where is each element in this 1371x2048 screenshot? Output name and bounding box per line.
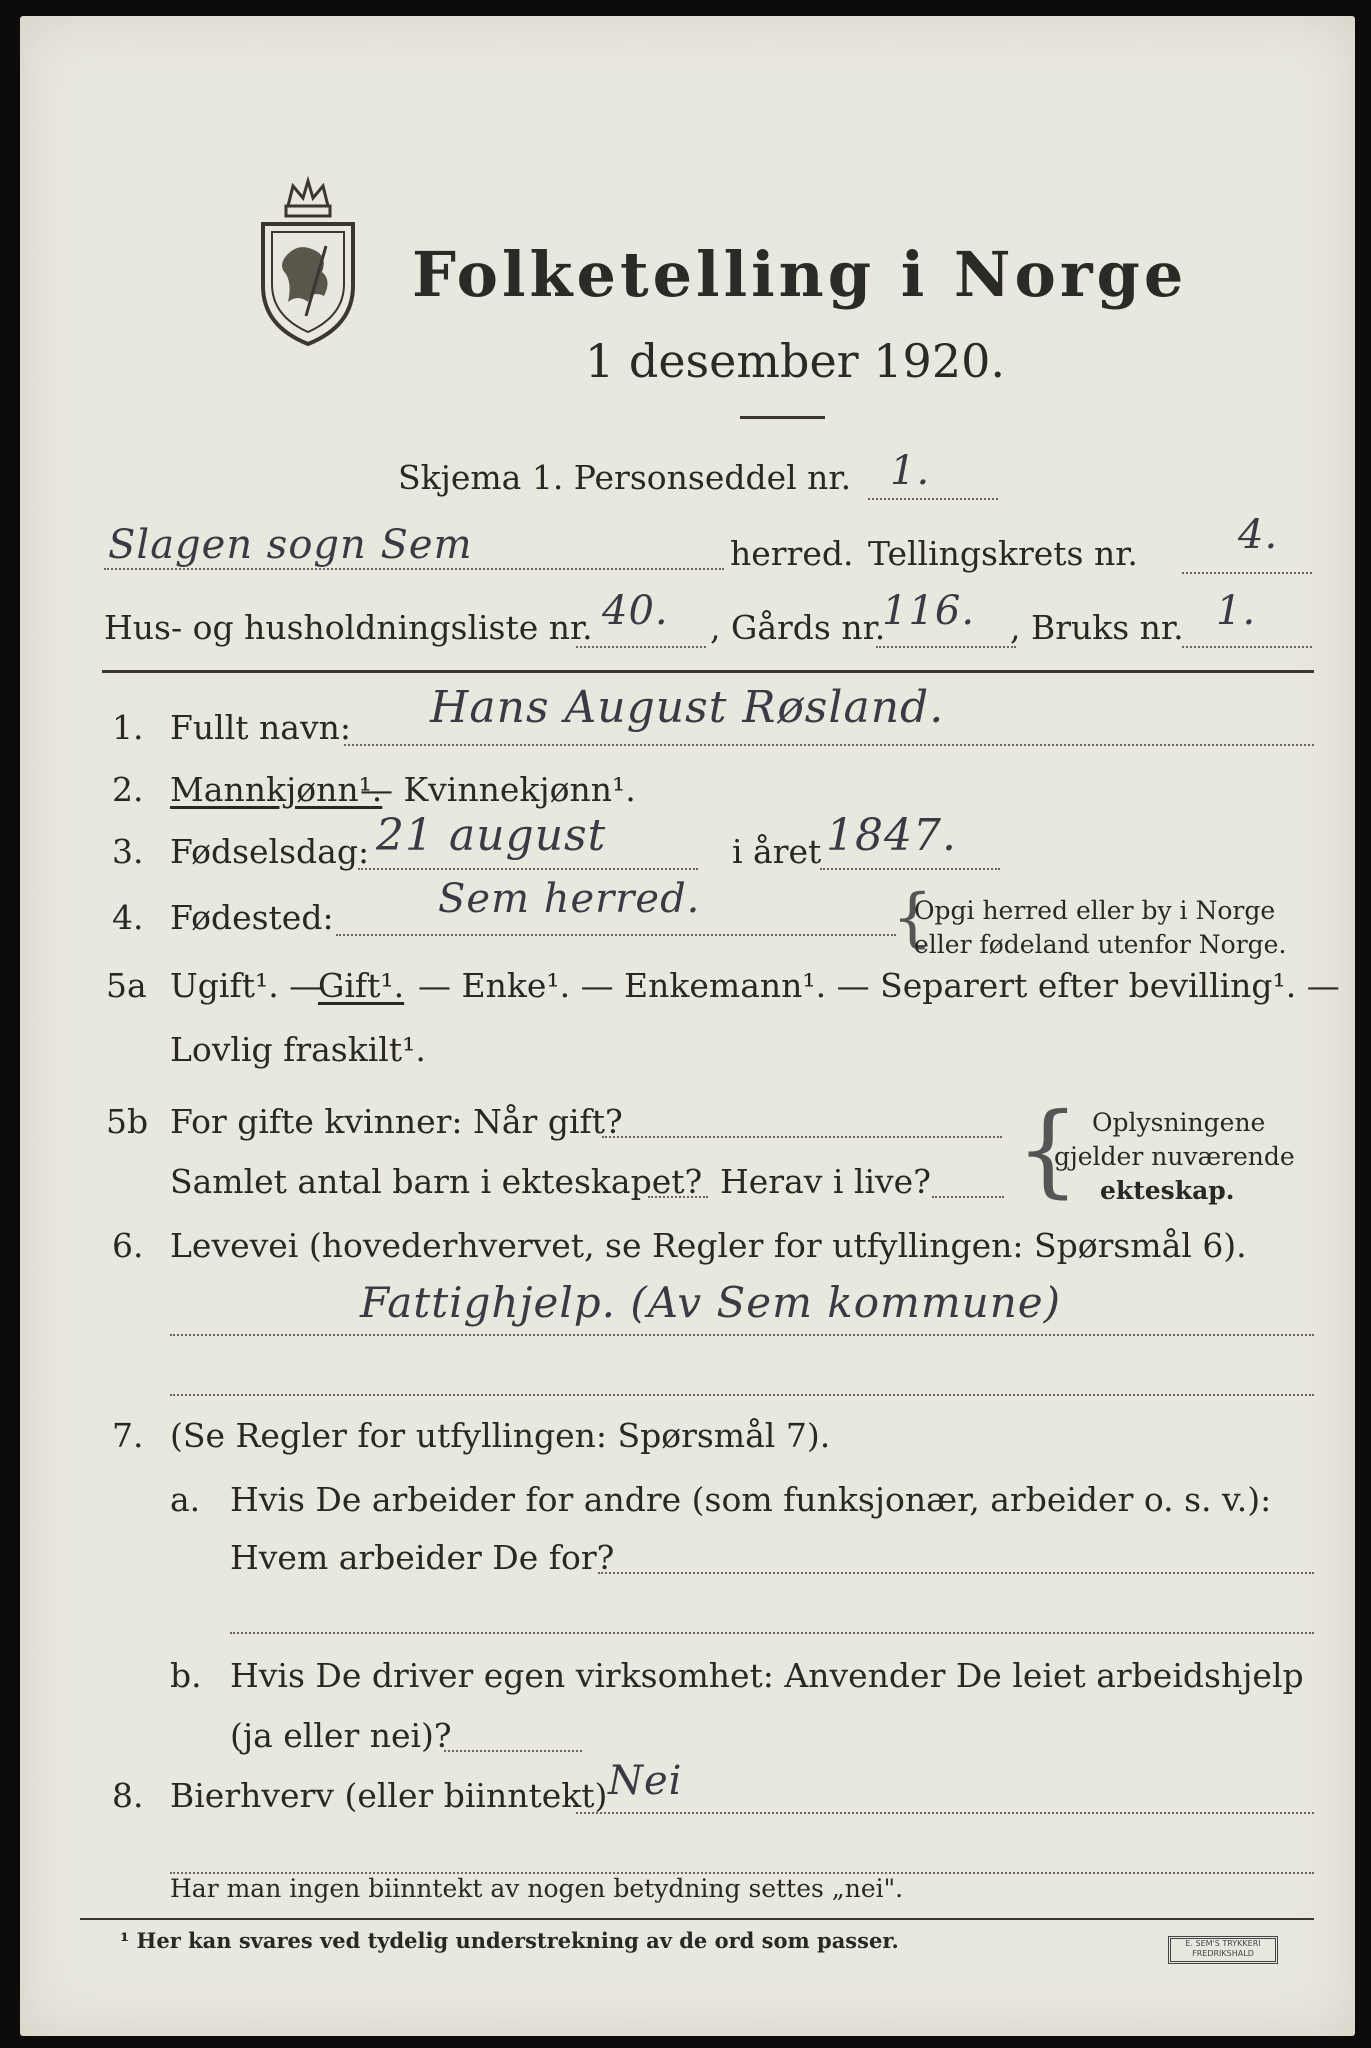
q7a-label: Hvis De arbeider for andre (som funksjonær, arbeider o. s. v.): [230,1480,1272,1519]
tellingskrets-line [1182,572,1312,574]
q5b-married-line [602,1136,1002,1138]
full-name-value[interactable]: Hans August Røsland. [430,682,945,733]
bruks-label: , Bruks nr. [1010,608,1184,647]
q1-label: Fullt navn: [170,708,351,747]
gender-male-option[interactable]: Mannkjønn¹. [170,770,383,809]
q4-note-line2: eller fødeland utenfor Norge. [914,930,1287,959]
q7-number: 7. [112,1416,144,1455]
q8-number: 8. [112,1776,144,1815]
skjema-label: Skjema 1. Personseddel nr. [398,458,852,497]
q7-label: (Se Regler for utfyllingen: Spørsmål 7). [170,1416,831,1455]
q6-number: 6. [112,1226,144,1265]
q5b-label-alive: Herav i live? [720,1162,931,1201]
gards-nr[interactable]: 116. [882,588,976,634]
status-gift-option[interactable]: Gift¹. [318,966,405,1005]
q3-number: 3. [112,832,144,871]
form-date: 1 desember 1920. [585,334,1005,388]
q7b-letter: b. [170,1656,202,1695]
personseddel-line [868,498,998,500]
q5b-number: 5b [106,1102,149,1141]
gender-female-option[interactable]: — Kvinnekjønn¹. [360,770,636,809]
q5b-brace: { [1016,1091,1080,1208]
q8-line1 [576,1812,1314,1814]
q2-number: 2. [112,770,144,809]
q6-label: Levevei (hovederhvervet, se Regler for utfyllingen: Spørsmål 6). [170,1226,1247,1265]
q3-year-line [820,868,1000,870]
birthplace-value[interactable]: Sem herred. [438,876,701,922]
q3-label: Fødselsdag: [170,832,370,871]
bruks-nr[interactable]: 1. [1216,588,1257,634]
q6-line2 [170,1394,1314,1396]
q4-note-line1: Opgi herred eller by i Norge [914,896,1276,925]
q8-label: Bierhverv (eller biinntekt) [170,1776,608,1815]
q5b-note-line2: gjelder nuværende [1054,1142,1295,1171]
q6-line1 [170,1334,1314,1336]
q7b-line [444,1750,582,1752]
gards-label: , Gårds nr. [710,608,886,647]
note-nei: Har man ingen biinntekt av nogen betydning settes „nei". [170,1874,904,1903]
herred-label: herred. [730,534,854,573]
place-name[interactable]: Slagen sogn Sem [108,522,473,568]
q3-year-label: i året [732,832,822,871]
birth-year-value[interactable]: 1847. [826,810,957,861]
q7a-line1 [598,1572,1314,1574]
printer-stamp: E. SEM'S TRYKKERI FREDRIKSHALD [1168,1936,1278,1964]
q5b-children-line [648,1196,708,1198]
side-income-value[interactable]: Nei [608,1758,683,1804]
occupation-value[interactable]: Fattighjelp. (Av Sem kommune) [360,1278,1061,1327]
coat-of-arms-icon [248,176,368,346]
q4-label: Fødested: [170,898,334,937]
q5b-note-line1: Oplysningene [1092,1108,1266,1137]
q7a-line2 [230,1632,1314,1634]
hus-label: Hus- og husholdningsliste nr. [104,608,593,647]
q5b-label-children: Samlet antal barn i ekteskapet? [170,1162,703,1201]
status-ugift-option[interactable]: Ugift¹. — [170,966,323,1005]
q3-line [358,868,698,870]
place-line [104,568,724,570]
q5b-label-married: For gifte kvinner: Når gift? [170,1102,623,1141]
q4-brace: { [892,881,933,955]
q5a-number: 5a [106,966,147,1005]
hus-nr[interactable]: 40. [602,588,669,634]
hus-line [576,646,706,648]
gards-line [876,646,1016,648]
q7b-label-yesno: (ja eller nei)? [230,1716,452,1755]
q7b-label: Hvis De driver egen virksomhet: Anvender De leiet arbeidshjelp [230,1656,1304,1695]
status-fraskilt-option[interactable]: Lovlig fraskilt¹. [170,1030,426,1069]
census-form [20,16,1355,2036]
tellingskrets-nr[interactable]: 4. [1238,512,1279,558]
status-other-options[interactable]: — Enke¹. — Enkemann¹. — Separert efter bevilling¹. — [418,966,1340,1005]
q5b-alive-line [932,1196,1004,1198]
q7a-letter: a. [170,1480,201,1519]
q4-line [336,934,896,936]
bruks-line [1182,646,1312,648]
q1-line [344,744,1314,746]
tellingskrets-label: Tellingskrets nr. [868,534,1138,573]
q4-number: 4. [112,898,144,937]
footnote-divider [80,1918,1314,1920]
title-divider [740,416,825,419]
q7a-label-employer: Hvem arbeider De for? [230,1538,615,1577]
q5b-note-line3: ekteskap. [1100,1176,1235,1205]
footnote: ¹ Her kan svares ved tydelig understrekning av de ord som passer. [120,1928,899,1953]
birthday-value[interactable]: 21 august [376,810,607,861]
form-title: Folketelling i Norge [412,238,1188,311]
q1-number: 1. [112,708,144,747]
personseddel-nr[interactable]: 1. [890,448,931,494]
header-divider [102,670,1314,673]
